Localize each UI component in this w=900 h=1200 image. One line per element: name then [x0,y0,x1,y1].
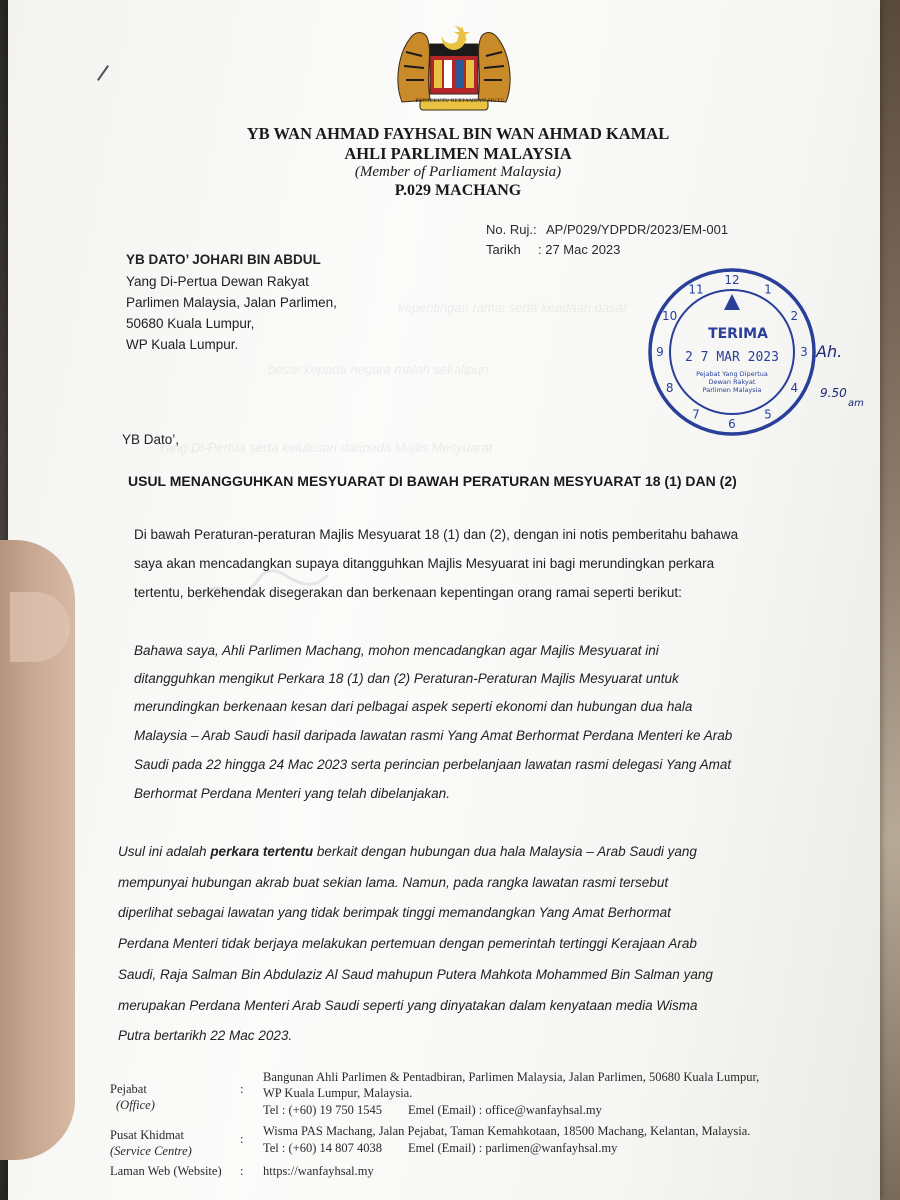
letter-page: BERSEKUTU BERTAMBAH MUTU YB WAN AHMAD FAYHSAL BIN WAN AHMAD KAMAL AHLI PARLIMEN MALAYSIA (Member of Parliament Malaysia) P.029 MACHANG No. Ruj.: AP/P029/YDPDR/2023/EM-001 Tarikh : 27 Mac 2023 YB DATO’ JOHARI BIN ABDUL Yang Di-Pertua Dewan Rakyat Parlimen Malaysia, Jalan Parlimen, 50680 Kuala Lumpur, WP Kuala Lumpur. kepentingan ramai serta keadaan dasar besar kepada negara malah sekalipun Yang Di-Pertua serta kelulusan daripada Majlis Mesyuarat YB Dato’, USUL MENANGGUHKAN MESYUARAT DI BAWAH PERATURAN MESYUARAT 18 (1) DAN (2) Di bawah Peraturan-peraturan Majlis Mesyuarat 18 (1) dan (2), dengan ini notis pemberitahu bahawa saya akan mencadangkan supaya ditangguhkan Majlis Mesyuarat ini bagi merundingkan perkara tertentu, berkehendak disegerakan dan berkenaan kepentingan orang ramai seperti berikut: Bahawa saya, Ahli Parlimen Machang, mohon mencadangkan agar Majlis Mesyuarat ini ditangguhkan mengikut Perkara 18 (1) dan (2) Peraturan-Peraturan Majlis Mesyuarat untuk merundingkan berkenaan kesan dari pelbagai aspek seperti ekonomi dan hubungan dua hala Malaysia – Arab Saudi hasil daripada lawatan rasmi Yang Amat Berhormat Perdana Menteri ke Arab Saudi pada 22 hingga 24 Mac 2023 serta perincian perbelanjaan lawatan rasmi delegasi Yang Amat Berhormat Perdana Menteri yang telah dibelanjakan. Usul ini adalah perkara tertentu berkait dengan hubungan dua hala Malaysia – Arab Saudi yang mempunyai hubungan akrab buat sekian lama. Namun, pada rangka lawatan rasmi tersebut diperlihat sebagai lawatan yang tidak berimpak tinggi memandangkan Yang Amat Berhormat Perdana Menteri tidak berjaya melakukan pertemuan dengan pemerintah tertinggi Kerajaan Arab Saudi, Raja Salman Bin Abdulaziz Al Saud mahupun Putera Mahkota Mohammed Bin Salman yang merupakan Perdana Menteri Arab Saudi seperti yang dinyatakan dalam kenyataan media Wisma Putra bertarikh 22 Mac 2023. 1 2 3 4 5 6 7 8 9 10 11 12 TERIMA 2 7 MAR 2023 Pejabat Yang Dipertua Dewan Rakyat Parlimen Malaysia Ah. 9.50 am Pejabat (Office) : Bangunan Ahli Parlimen & Pentadbiran, Parlimen Malaysia, Jalan Parlimen, 50680 Kuala Lumpur, WP Kuala Lumpur, Malaysia. Tel : (+60) 19 750 1545 Emel (Email) : office@wanfayhsal.my Pusat Khidmat (Service Centre) : Wisma PAS Machang, Jalan Pejabat, Taman Kemahkotaan, 18500 Machang, Kelantan, Malaysia. Tel : (+60) 14 807 4038 Emel (Email) : parlimen@wanfayhsal.my Laman Web (Website) : https://wanfayhsal.my [8,0,880,1200]
motion-line: ditangguhkan mengikut Perkara 18 (1) dan (2) Peraturan-Peraturan Majlis Mesyuarat untuk [134,671,679,686]
crest-motto: BERSEKUTU BERTAMBAH MUTU [415,99,505,104]
sender-constituency: P.029 MACHANG [394,182,522,199]
sender-role-english: (Member of Parliament Malaysia) [354,164,562,180]
stamp-org: Pejabat Yang Dipertua [696,370,768,378]
recipient-line: Parlimen Malaysia, Jalan Parlimen, [126,295,337,310]
stamp-dial-number: 11 [688,282,704,297]
stamp-dial-number: 12 [724,273,740,287]
footer-centre-label: Pusat Khidmat [110,1128,184,1142]
stamp-dial-number: 1 [764,282,772,297]
handwritten-initial: Ah. [816,342,843,361]
stamp-dial-number: 2 [790,309,799,323]
stamp-org: Dewan Rakyat [708,378,756,386]
motion-line: merundingkan berkenaan kesan dari pelbagai aspek seperti ekonomi dan hubungan dua hala [134,699,693,714]
footer-office-tel: Tel : (+60) 19 750 1545 [263,1103,383,1117]
sender-name: YB WAN AHMAD FAYHSAL BIN WAN AHMAD KAMAL [246,124,670,143]
stamp-word: TERIMA [708,326,768,342]
paragraph-3-line: Usul ini adalah perkara tertentu berkait dengan hubungan dua hala Malaysia – Arab Saudi yang [118,844,697,859]
footer-office-address: WP Kuala Lumpur, Malaysia. [263,1086,413,1100]
footer-office-email[interactable]: Emel (Email) : office@wanfayhsal.my [408,1103,602,1117]
stamp-dial-number: 8 [665,381,674,395]
stamp-dial-number: 7 [692,407,700,422]
stamp-dial-number: 6 [728,417,736,431]
paragraph-3-line: diperlihat sebagai lawatan yang tidak berimpak tinggi memandangkan Yang Amat Berhormat [118,905,671,920]
paragraph-3-line: Perdana Menteri tidak berjaya melakukan pertemuan dengan pemerintah tertinggi Kerajaan Arab [118,936,697,951]
motion-line: Saudi pada 22 hingga 24 Mac 2023 serta perincian perbelanjaan lawatan rasmi delegasi Yang Amat [134,757,732,772]
recipient-line: WP Kuala Lumpur. [126,337,239,352]
paragraph-3-line: mempunyai hubungan akrab buat sekian lama. Namun, pada rangka lawatan rasmi tersebut [118,875,669,890]
stamp-date: 2 7 MAR 2023 [685,350,779,365]
subject-heading: USUL MENANGGUHKAN MESYUARAT DI BAWAH PERATURAN MESYUARAT 18 (1) DAN (2) [128,473,737,489]
stamp-dial-number: 9 [656,345,664,359]
motion-line: Bahawa saya, Ahli Parlimen Machang, mohon mencadangkan agar Majlis Mesyuarat ini [134,643,659,658]
stamp-dial-number: 10 [662,309,678,323]
footer-centre-label-en: (Service Centre) [110,1144,192,1158]
reference-number-label: No. Ruj.: [486,222,537,237]
footer-web-label: Laman Web (Website) [110,1164,222,1178]
handwritten-ampm: am [848,398,864,409]
stamp-dial-number: 3 [800,345,808,359]
footer-centre-address: Wisma PAS Machang, Jalan Pejabat, Taman Kemahkotaan, 18500 Machang, Kelantan, Malaysia. [263,1124,751,1138]
recipient-line: 50680 Kuala Lumpur, [126,316,255,331]
motion-line: Berhormat Perdana Menteri yang telah dibelanjakan. [134,786,450,801]
paragraph-3-line: Putra bertarikh 22 Mac 2023. [118,1028,293,1043]
paragraph-3-line: merupakan Perdana Menteri Arab Saudi seperti yang dinyatakan dalam kenyataan media Wisma [118,998,698,1013]
footer-office-address: Bangunan Ahli Parlimen & Pentadbiran, Parlimen Malaysia, Jalan Parlimen, 50680 Kuala Lumpur, [263,1070,760,1084]
date-value: : 27 Mac 2023 [538,242,621,257]
footer-centre-tel: Tel : (+60) 14 807 4038 [263,1141,383,1155]
recipient-line: Yang Di-Pertua Dewan Rakyat [126,274,309,289]
footer-office-label-en: (Office) [116,1098,155,1112]
stamp-dial-number: 4 [790,381,799,395]
stamp-dial-number: 5 [764,407,772,422]
signature-shadow [188,560,348,620]
handwritten-time: 9.50 [820,386,847,400]
received-stamp [646,266,818,438]
salutation: YB Dato’, [122,432,180,447]
recipient-name: YB DATO’ JOHARI BIN ABDUL [126,252,321,267]
paragraph-3-line: Saudi, Raja Salman Bin Abdulaziz Al Saud mahupun Putera Mahkota Mohammed Bin Salman yang [118,967,713,982]
paragraph-1-line: Di bawah Peraturan-peraturan Majlis Mesyuarat 18 (1) dan (2), dengan ini notis pemberitahu bahawa [134,527,739,542]
motion-line: Malaysia – Arab Saudi hasil daripada lawatan rasmi Yang Amat Berhormat Perdana Menteri ke Arab [134,728,733,743]
sender-role: AHLI PARLIMEN MALAYSIA [344,144,572,163]
footer-centre-email[interactable]: Emel (Email) : parlimen@wanfayhsal.my [408,1141,618,1155]
paragraph-1-line: tertentu, berkehendak disegerakan dan berkenaan kepentingan orang ramai seperti berikut: [134,585,682,600]
reference-number: AP/P029/YDPDR/2023/EM-001 [546,222,729,237]
paragraph-1-line: saya akan mencadangkan supaya ditangguhkan Majlis Mesyuarat ini bagi merundingkan perkara [134,556,715,571]
stamp-org: Parlimen Malaysia [702,386,762,394]
pen-mark [97,65,109,81]
emphasis: perkara tertentu [210,844,314,859]
footer-website-link[interactable]: https://wanfayhsal.my [263,1164,374,1178]
footer-office-label: Pejabat [110,1082,147,1096]
triangle-logo-icon [724,294,740,310]
date-label: Tarikh [486,242,521,257]
